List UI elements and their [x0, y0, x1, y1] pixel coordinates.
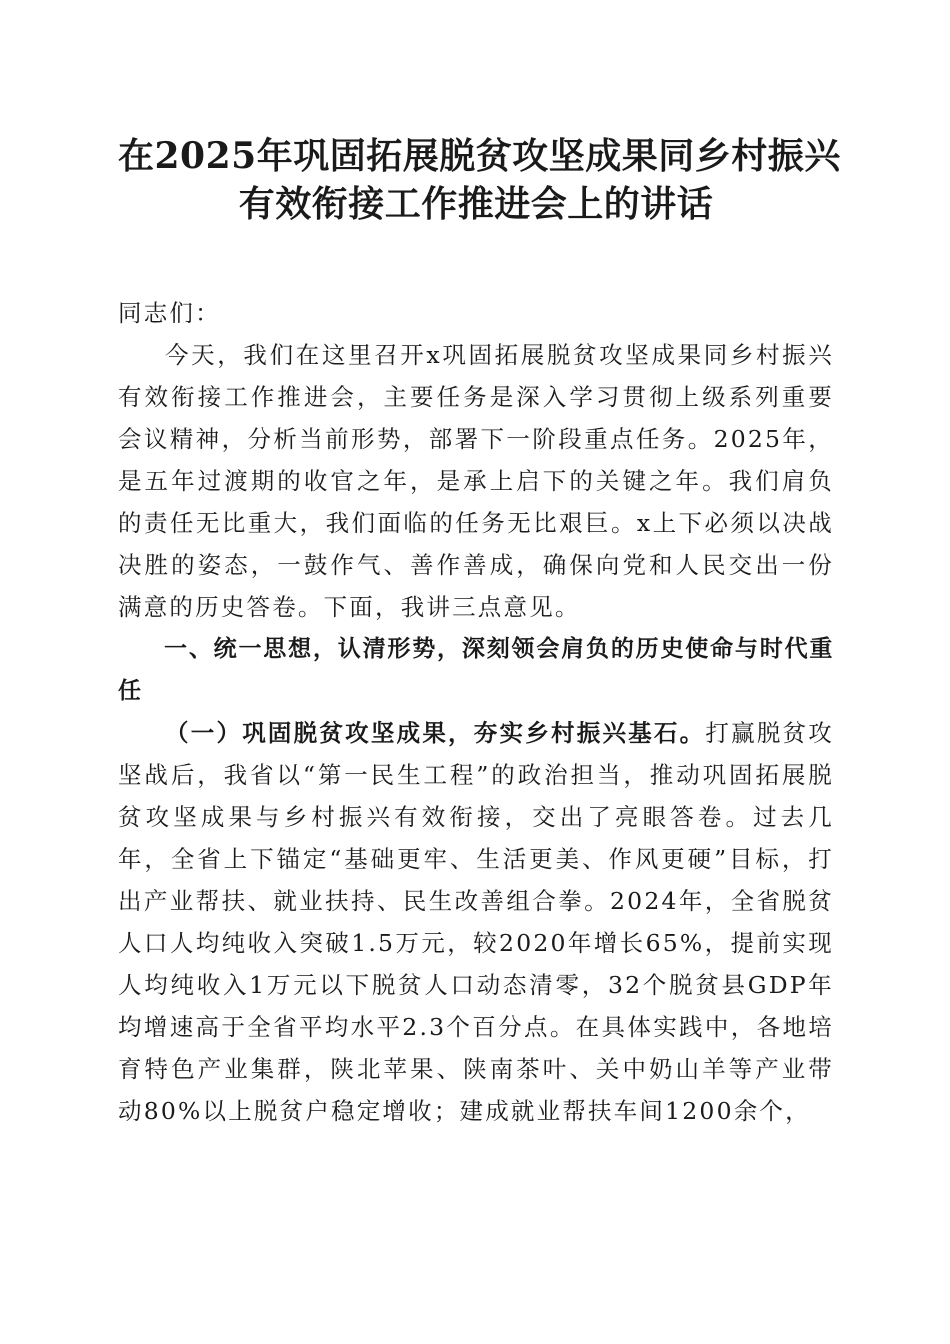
paragraph-section-1-1-text: 打赢脱贫攻坚战后，我省以“第一民生工程”的政治担当，推动巩固拓展脱贫攻坚成果与乡村振兴有效衔接，交出了亮眼答卷。过去几年，全省上下锚定“基础更牢、生活更美、作风更硬”目标，打出产业帮扶、就业扶持、民生改善组合拳。2024年，全省脱贫人口人均纯收入突破1.5万元，较2020年增长65%，提前实现人均纯收入1万元以下脱贫人口动态清零，32个脱贫县GDP年均增速高于全省平均水平2.3个百分点。在具体实践中，各地培育特色产业集群，陕北苹果、陕南茶叶、关中奶山羊等产业带动80%以上脱贫户稳定增收；建成就业帮扶车间1200余个，	[118, 719, 835, 1125]
document-title	[118, 132, 841, 228]
paragraph-section-1-1	[118, 712, 834, 1132]
title-line-2: 有效衔接工作推进会上的讲话	[238, 183, 714, 225]
subsection-heading-1: （一）巩固脱贫攻坚成果，夯实乡村振兴基石。	[165, 719, 706, 747]
paragraph-intro: 今天，我们在这里召开x巩固拓展脱贫攻坚成果同乡村振兴有效衔接工作推进会，主要任务是深入学习贯彻上级系列重要会议精神，分析当前形势，部署下一阶段重点任务。2025年，是五年过渡期的收官之年，是承上启下的关键之年。我们肩负的责任无比重大，我们面临的任务无比艰巨。x上下必须以决战决胜的姿态，一鼓作气、善作善成，确保向党和人民交出一份满意的历史答卷。下面，我讲三点意见。	[118, 341, 834, 621]
document-page	[118, 132, 841, 1132]
document-body	[118, 292, 834, 1132]
title-line-1: 在2025年巩固拓展脱贫攻坚成果同乡村振兴	[118, 135, 841, 177]
section-heading-1: 一、统一思想，认清形势，深刻领会肩负的历史使命与时代重任	[118, 636, 834, 704]
salutation: 同志们：	[118, 299, 221, 327]
